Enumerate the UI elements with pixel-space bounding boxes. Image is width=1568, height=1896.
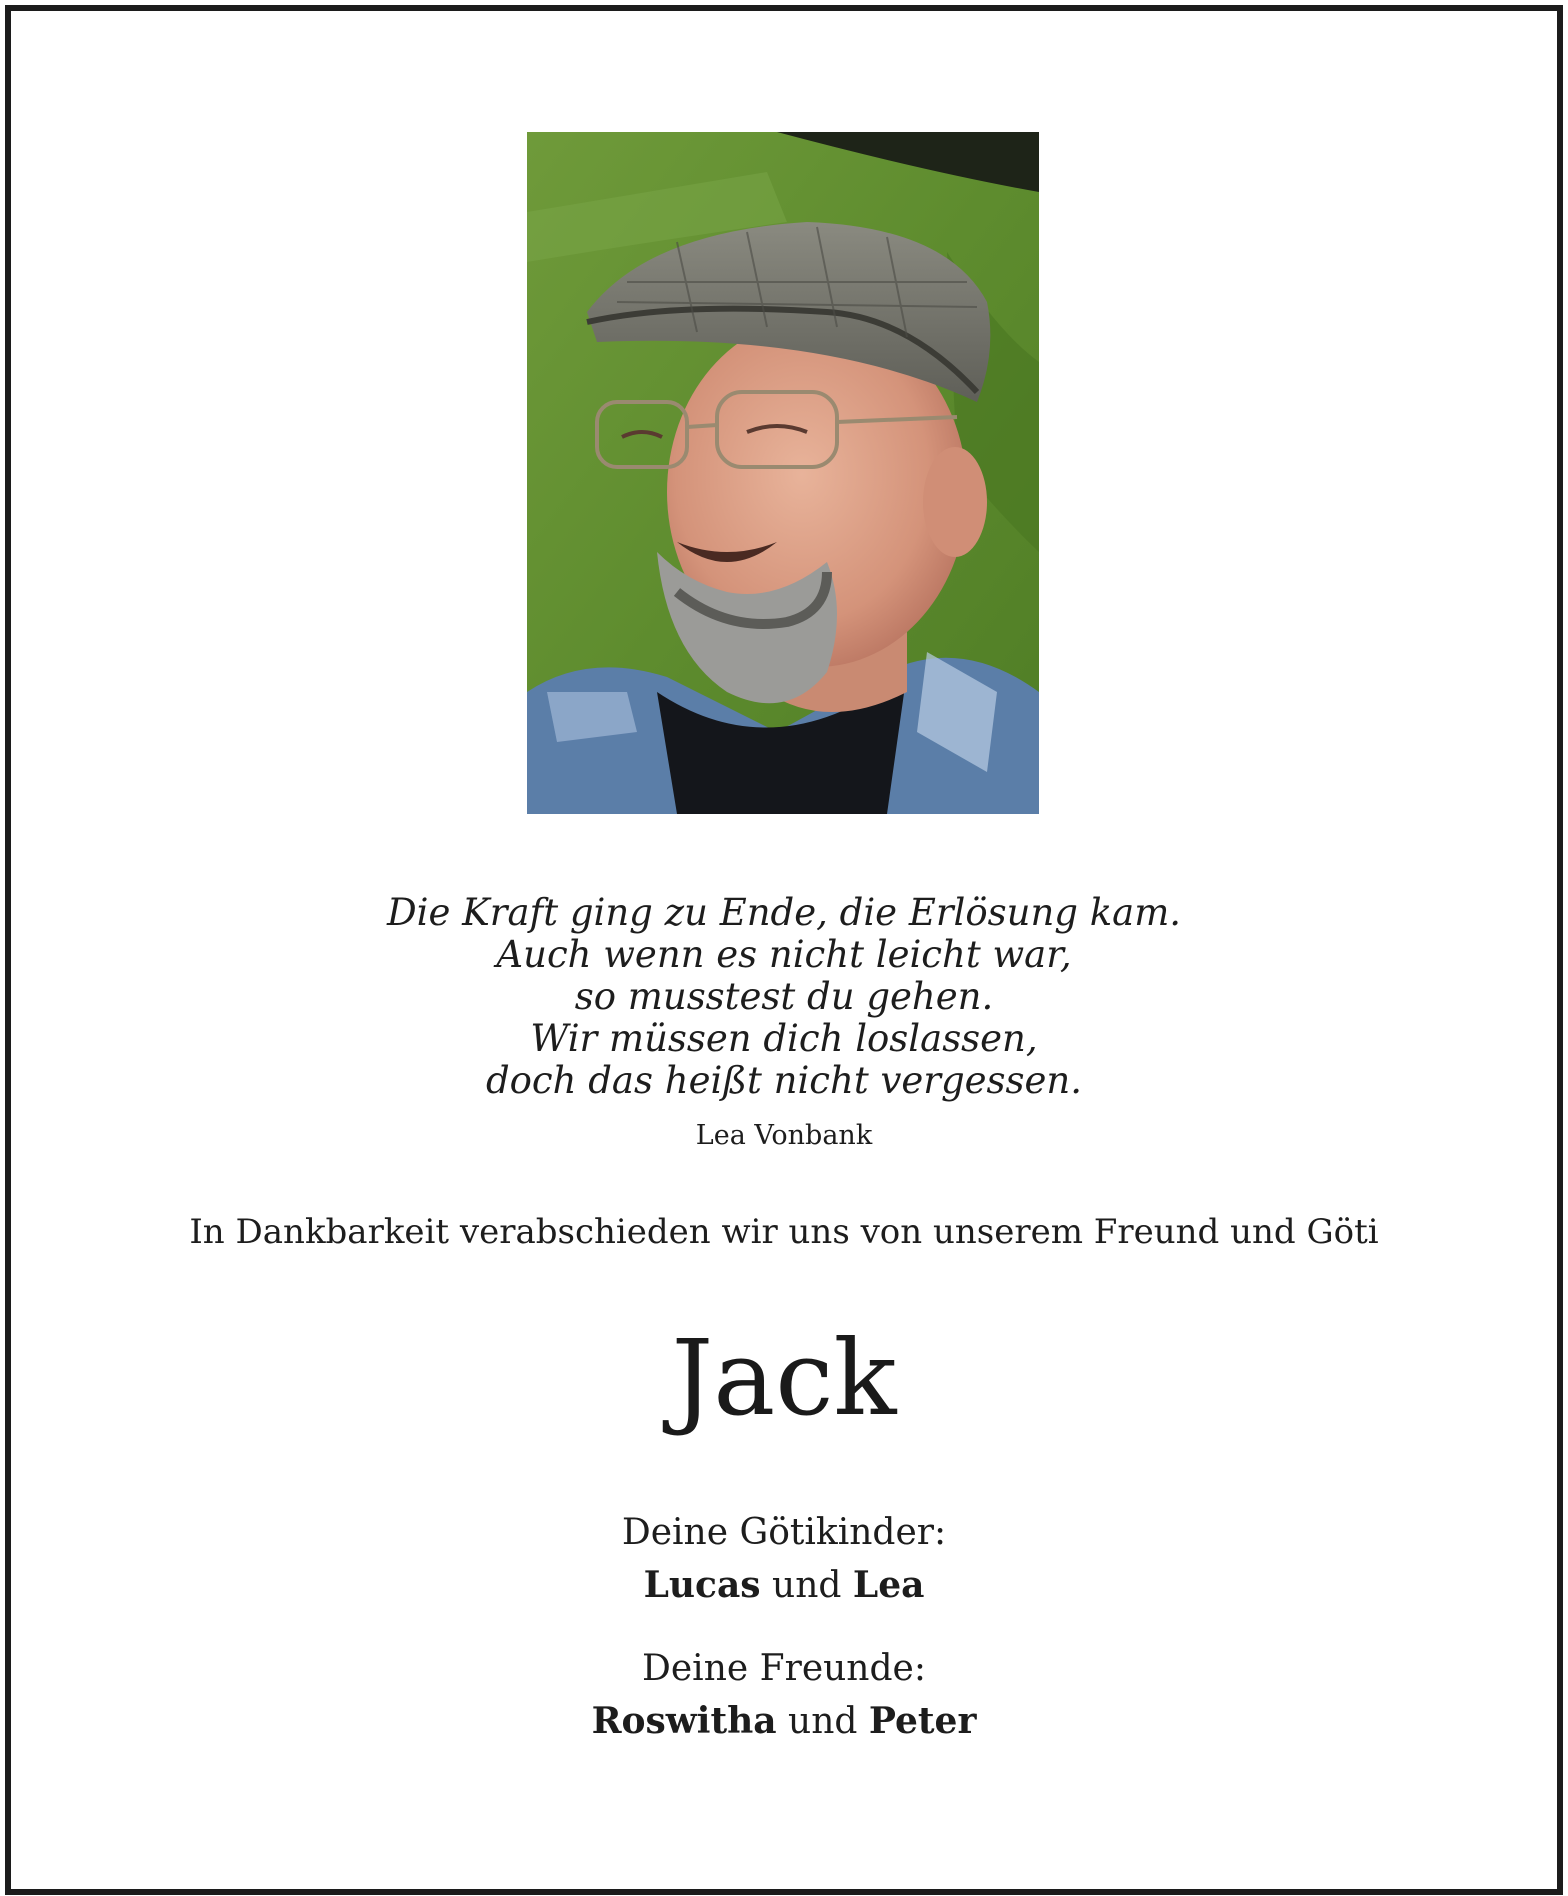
poem-line: Wir müssen dich loslassen,	[530, 1017, 1038, 1060]
friend-name: Roswitha	[591, 1700, 777, 1742]
intro-text: In Dankbarkeit verabschieden wir uns von unserem Freund und Göti	[189, 1212, 1379, 1252]
godchildren-names	[0, 1564, 1568, 1606]
conjunction: und	[772, 1565, 842, 1606]
poem-line: Die Kraft ging zu Ende, die Erlösung kam.	[386, 891, 1182, 934]
poem	[0, 892, 1568, 1102]
conjunction: und	[788, 1701, 858, 1742]
friend-name: Peter	[868, 1700, 977, 1742]
friends-names	[0, 1700, 1568, 1742]
godchild-name: Lea	[852, 1564, 925, 1606]
poem-author: Lea Vonbank	[695, 1120, 873, 1151]
godchildren-label: Deine Götikinder:	[621, 1512, 947, 1553]
godchild-name: Lucas	[643, 1564, 761, 1606]
poem-line: so musstest du gehen.	[574, 975, 994, 1018]
portrait-photo	[527, 132, 1039, 814]
poem-line: doch das heißt nicht vergessen.	[485, 1059, 1083, 1102]
poem-line: Auch wenn es nicht leicht war,	[496, 933, 1072, 976]
deceased-name: Jack	[671, 1317, 897, 1439]
friends-label: Deine Freunde:	[642, 1648, 926, 1689]
